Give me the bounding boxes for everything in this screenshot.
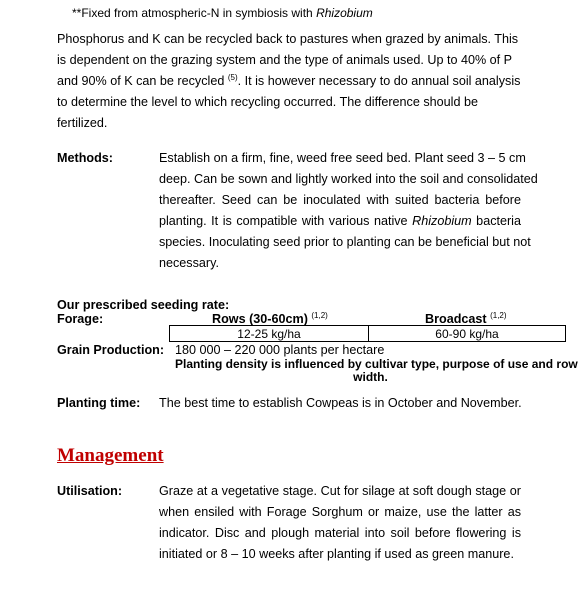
forage-label: Forage: xyxy=(57,312,104,326)
utilisation-line-2: when ensiled with Forage Sorghum or maize, use the latter as xyxy=(159,505,521,519)
paragraph-line-2: is dependent on the grazing system and the type of animals used. Up to 40% of P xyxy=(57,53,513,67)
management-heading: Management xyxy=(57,445,164,466)
footnote xyxy=(72,6,373,20)
citation-sup: (5) xyxy=(227,72,238,82)
grain-production-value: 180 000 – 220 000 plants per hectare xyxy=(175,343,385,357)
grain-production-label: Grain Production: xyxy=(57,343,165,357)
methods-line-3: thereafter. Seed can be inoculated with suited bacteria before xyxy=(159,193,521,207)
utilisation-line-1: Graze at a vegetative stage. Cut for silage at soft dough stage or xyxy=(159,484,521,498)
paragraph-line-3-b: . It is however necessary to do annual soil analysis xyxy=(237,74,521,88)
paragraph-line-3 xyxy=(57,74,520,88)
paragraph-line-1: Phosphorus and K can be recycled back to pastures when grazed by animals. This xyxy=(57,32,519,46)
broadcast-header xyxy=(425,312,507,326)
methods-line-4 xyxy=(159,214,521,228)
density-note-line-2: width. xyxy=(353,370,388,384)
paragraph-line-4: to determine the level to which recycling occurred. The difference should be xyxy=(57,95,478,109)
rows-header-sup: (1,2) xyxy=(311,310,328,320)
utilisation-line-4: initiated or 8 – 10 weeks after planting if used as green manure. xyxy=(159,547,514,561)
methods-label: Methods: xyxy=(57,151,113,165)
methods-line-2: deep. Can be sown and lightly worked into the soil and consolidated xyxy=(159,172,538,186)
rows-header-text: Rows (30-60cm) xyxy=(212,312,308,326)
planting-time-label: Planting time: xyxy=(57,396,141,410)
density-note-line-1: Planting density is influenced by cultivar type, purpose of use and row xyxy=(175,357,578,371)
broadcast-header-sup: (1,2) xyxy=(490,310,507,320)
paragraph-line-5: fertilized. xyxy=(57,116,108,130)
rows-value: 12-25 kg/ha xyxy=(237,327,301,341)
utilisation-label: Utilisation: xyxy=(57,484,123,498)
methods-line-1: Establish on a firm, fine, weed free seed bed. Plant seed 3 – 5 cm xyxy=(159,151,526,165)
footnote-italic: Rhizobium xyxy=(316,6,373,20)
footnote-text: **Fixed from atmospheric-N in symbiosis with xyxy=(72,6,317,20)
methods-line-5: species. Inoculating seed prior to planting can be beneficial but not xyxy=(159,235,531,249)
broadcast-value: 60-90 kg/ha xyxy=(435,327,499,341)
utilisation-line-3: indicator. Disc and plough material into soil before flowering is xyxy=(159,526,521,540)
seeding-heading: Our prescribed seeding rate: xyxy=(57,298,230,312)
methods-line-6: necessary. xyxy=(159,256,219,270)
methods-line-4-italic: Rhizobium xyxy=(412,214,472,228)
methods-line-4-b: bacteria xyxy=(471,214,521,228)
broadcast-header-text: Broadcast xyxy=(425,312,487,326)
paragraph-line-3-a: and 90% of K can be recycled xyxy=(57,74,228,88)
rows-header xyxy=(212,312,328,326)
methods-line-4-a: planting. It is compatible with various native xyxy=(159,214,413,228)
seeding-table xyxy=(169,325,566,342)
planting-time-text: The best time to establish Cowpeas is in October and November. xyxy=(159,396,522,410)
